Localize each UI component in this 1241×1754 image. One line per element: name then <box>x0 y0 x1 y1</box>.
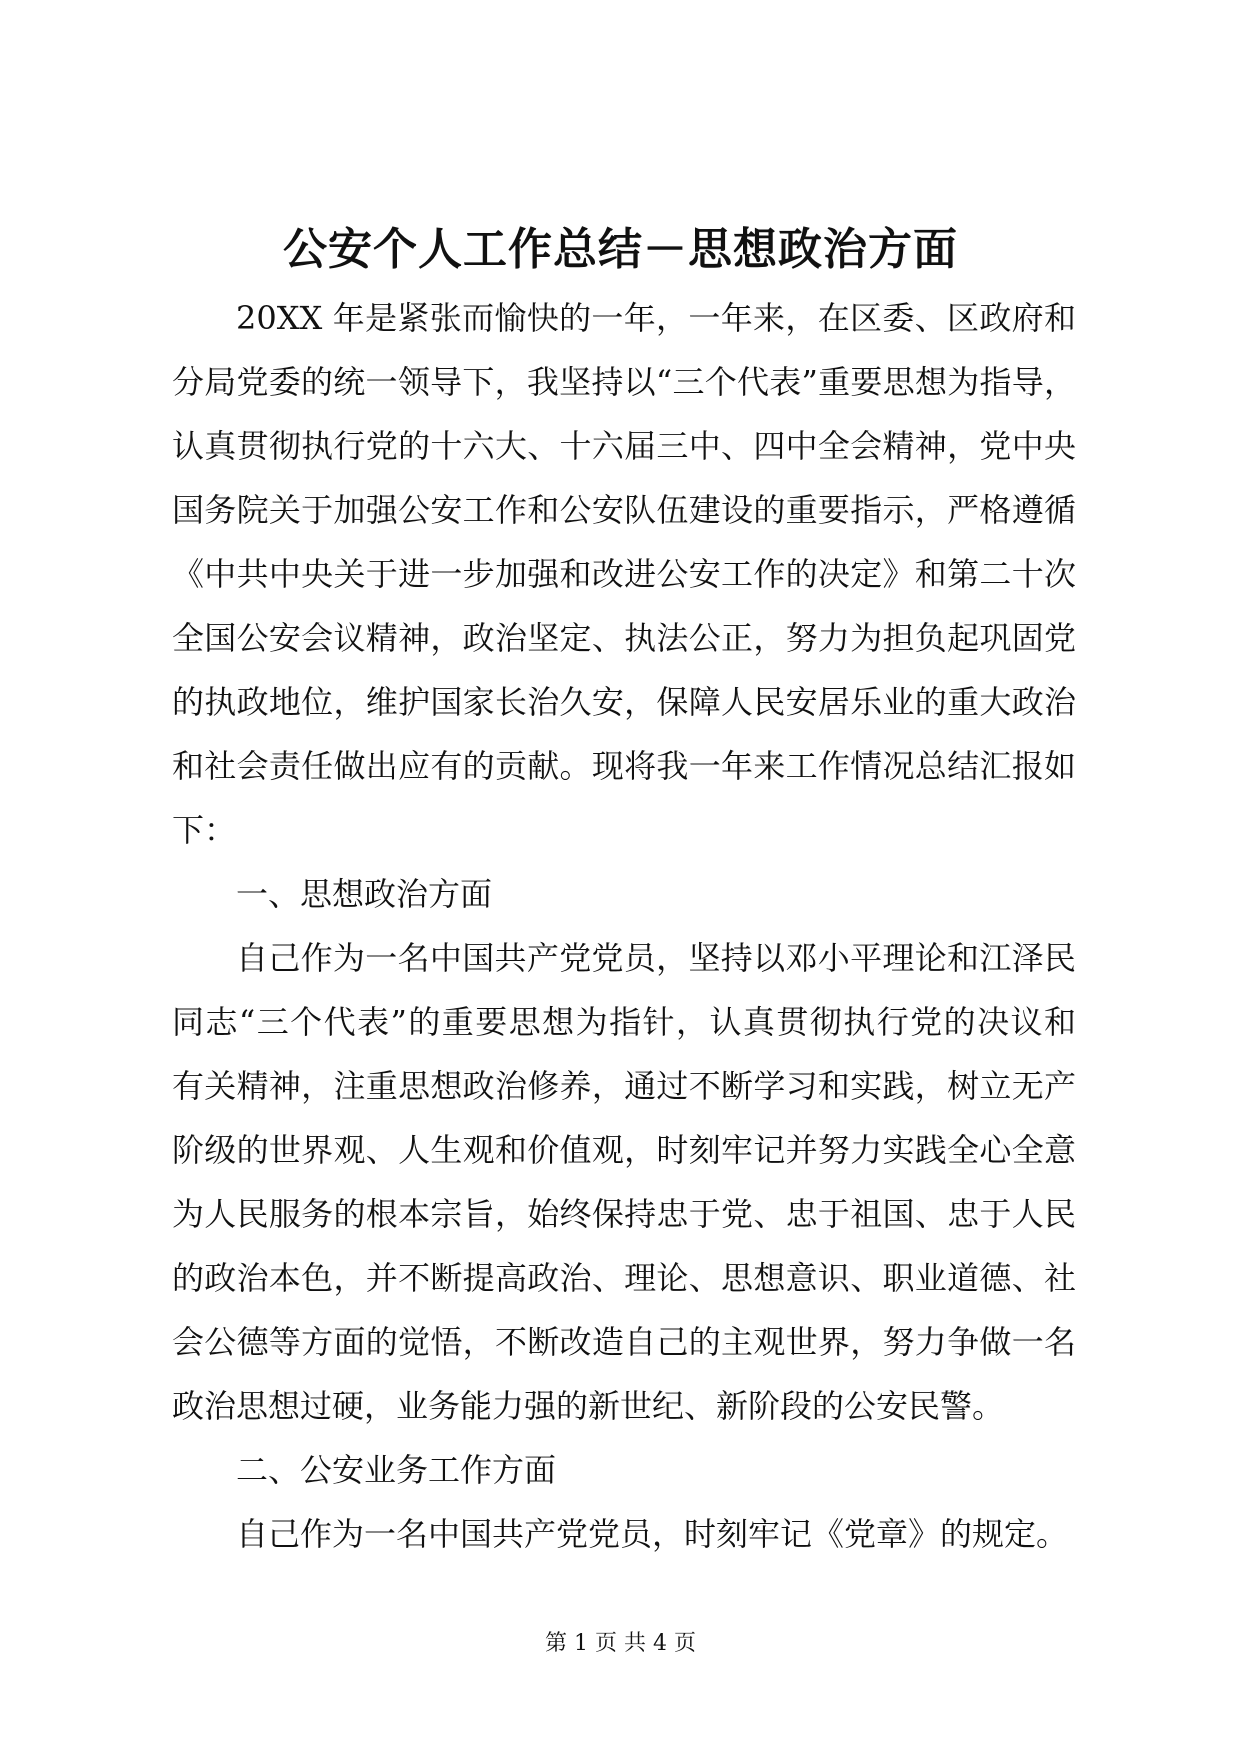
paragraph-line: 自己作为一名中国共产党党员，时刻牢记《党章》的规定。 <box>236 1515 1069 1553</box>
paragraph-line: 《中共中央关于进一步加强和改进公安工作的决定》和第二十次 <box>172 555 1076 593</box>
paragraph-line: 认真贯彻执行党的十六大、十六届三中、四中全会精神，党中央 <box>172 427 1076 465</box>
paragraph-line: 的政治本色，并不断提高政治、理论、思想意识、职业道德、社 <box>172 1259 1076 1297</box>
paragraph-line: 会公德等方面的觉悟，不断改造自己的主观世界，努力争做一名 <box>172 1323 1076 1361</box>
page-footer: 第 1 页 共 4 页 <box>545 1631 696 1656</box>
paragraph-line: 全国公安会议精神，政治坚定、执法公正，努力为担负起巩固党 <box>172 619 1076 657</box>
paragraph-line: 的执政地位，维护国家长治久安，保障人民安居乐业的重大政治 <box>172 683 1076 721</box>
paragraph-line: 有关精神，注重思想政治修养，通过不断学习和实践，树立无产 <box>172 1067 1076 1105</box>
paragraph-line: 自己作为一名中国共产党党员，坚持以邓小平理论和江泽民 <box>236 939 1076 977</box>
section-heading-police-work: 二、公安业务工作方面 <box>236 1451 557 1489</box>
paragraph-line: 为人民服务的根本宗旨，始终保持忠于党、忠于祖国、忠于人民 <box>172 1195 1076 1233</box>
section-heading-political: 一、思想政治方面 <box>236 875 493 913</box>
document-title: 公安个人工作总结－思想政治方面 <box>283 224 958 275</box>
paragraph-line: 政治思想过硬，业务能力强的新世纪、新阶段的公安民警。 <box>172 1387 1005 1425</box>
paragraph-line: 下： <box>172 811 237 849</box>
paragraph-line: 国务院关于加强公安工作和公安队伍建设的重要指示，严格遵循 <box>172 491 1076 529</box>
paragraph-line: 分局党委的统一领导下，我坚持以“三个代表”重要思想为指导， <box>172 363 1076 401</box>
document-body <box>172 286 1076 1566</box>
paragraph-line: 和社会责任做出应有的贡献。现将我一年来工作情况总结汇报如 <box>172 747 1076 785</box>
paragraph-line: 20XX 年是紧张而愉快的一年，一年来，在区委、区政府和 <box>236 299 1076 337</box>
paragraph-line: 同志“三个代表”的重要思想为指针，认真贯彻执行党的决议和 <box>172 1003 1076 1041</box>
paragraph-line: 阶级的世界观、人生观和价值观，时刻牢记并努力实践全心全意 <box>172 1131 1076 1169</box>
